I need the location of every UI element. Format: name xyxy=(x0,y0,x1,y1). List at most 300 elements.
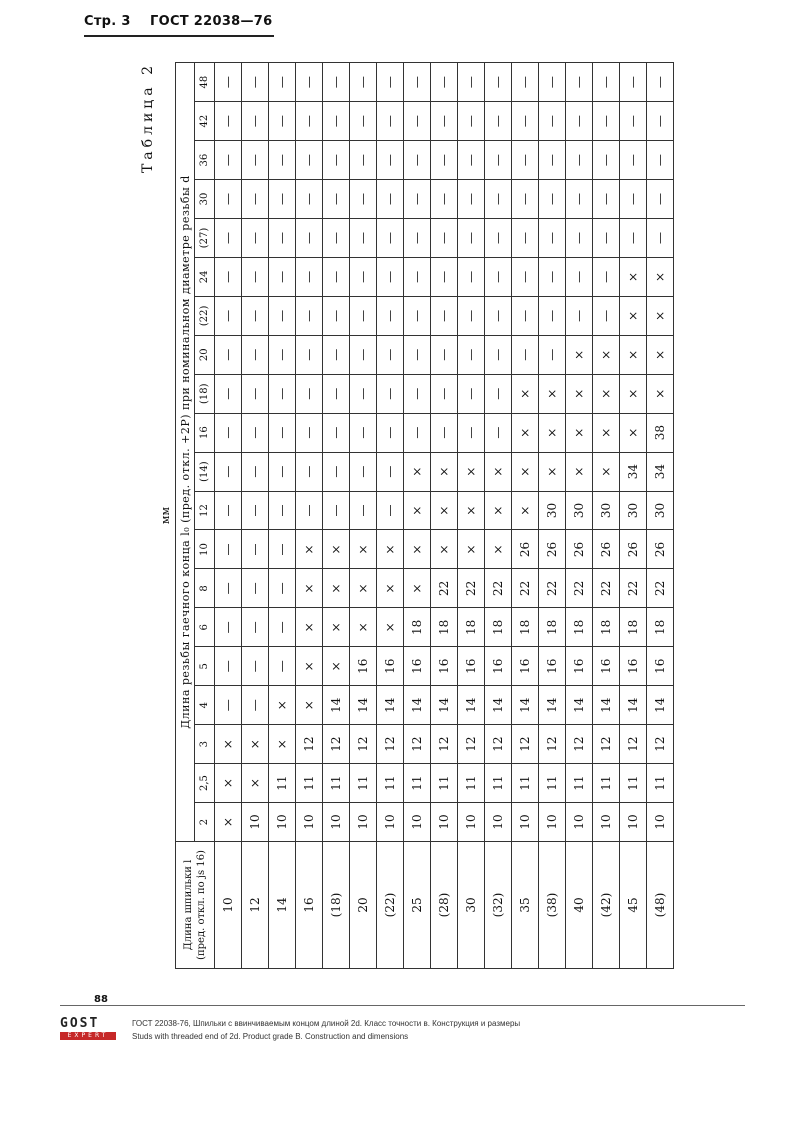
logo-bottom-text: EXPERT xyxy=(60,1032,116,1040)
excluded-cell: × xyxy=(323,608,350,647)
not-applicable-cell: — xyxy=(242,102,269,141)
excluded-cell: × xyxy=(296,569,323,608)
not-applicable-cell: — xyxy=(404,180,431,219)
not-applicable-cell: — xyxy=(242,219,269,258)
thread-length-cell: 10 xyxy=(269,803,296,842)
not-applicable-cell: — xyxy=(458,413,485,452)
diameter-header: 12 xyxy=(195,491,215,530)
stud-length-cell: (18) xyxy=(323,842,350,969)
not-applicable-cell: — xyxy=(242,647,269,686)
not-applicable-cell: — xyxy=(647,141,674,180)
thread-length-cell: 10 xyxy=(377,803,404,842)
excluded-cell: × xyxy=(350,608,377,647)
thread-length-cell: 30 xyxy=(647,491,674,530)
not-applicable-cell: — xyxy=(512,102,539,141)
thread-length-cell: 16 xyxy=(593,647,620,686)
not-applicable-cell: — xyxy=(377,413,404,452)
not-applicable-cell: — xyxy=(404,374,431,413)
thread-length-cell: 22 xyxy=(539,569,566,608)
thread-length-cell: 12 xyxy=(431,725,458,764)
not-applicable-cell: — xyxy=(323,141,350,180)
thread-length-cell: 26 xyxy=(512,530,539,569)
not-applicable-cell: — xyxy=(485,374,512,413)
not-applicable-cell: — xyxy=(593,257,620,296)
excluded-cell: × xyxy=(539,413,566,452)
not-applicable-cell: — xyxy=(377,452,404,491)
thread-length-cell: 16 xyxy=(431,647,458,686)
not-applicable-cell: — xyxy=(350,491,377,530)
not-applicable-cell: — xyxy=(269,569,296,608)
not-applicable-cell: — xyxy=(512,257,539,296)
excluded-cell: × xyxy=(377,530,404,569)
not-applicable-cell: — xyxy=(215,219,242,258)
thread-length-cell: 12 xyxy=(458,725,485,764)
table-row xyxy=(269,63,296,969)
diameter-header: (22) xyxy=(195,296,215,335)
stud-length-cell: (32) xyxy=(485,842,512,969)
not-applicable-cell: — xyxy=(242,335,269,374)
thread-length-cell: 22 xyxy=(512,569,539,608)
excluded-cell: × xyxy=(242,725,269,764)
thread-length-cell: 12 xyxy=(404,725,431,764)
table-row xyxy=(323,63,350,969)
thread-length-cell: 18 xyxy=(593,608,620,647)
footer-rule xyxy=(60,1005,745,1006)
not-applicable-cell: — xyxy=(215,647,242,686)
thread-length-cell: 11 xyxy=(323,764,350,803)
not-applicable-cell: — xyxy=(485,219,512,258)
not-applicable-cell: — xyxy=(323,219,350,258)
not-applicable-cell: — xyxy=(296,491,323,530)
not-applicable-cell: — xyxy=(620,219,647,258)
not-applicable-cell: — xyxy=(539,180,566,219)
thread-length-cell: 11 xyxy=(593,764,620,803)
excluded-cell: × xyxy=(593,374,620,413)
not-applicable-cell: — xyxy=(431,63,458,102)
excluded-cell: × xyxy=(458,491,485,530)
not-applicable-cell: — xyxy=(647,63,674,102)
thread-length-cell: 16 xyxy=(647,647,674,686)
thread-length-cell: 18 xyxy=(512,608,539,647)
excluded-cell: × xyxy=(566,413,593,452)
not-applicable-cell: — xyxy=(215,102,242,141)
diameter-header: (18) xyxy=(195,374,215,413)
not-applicable-cell: — xyxy=(512,180,539,219)
not-applicable-cell: — xyxy=(269,335,296,374)
diameter-header: 48 xyxy=(195,63,215,102)
stud-length-cell: 14 xyxy=(269,842,296,969)
not-applicable-cell: — xyxy=(566,180,593,219)
diameter-header: 30 xyxy=(195,180,215,219)
not-applicable-cell: — xyxy=(539,296,566,335)
thread-length-cell: 10 xyxy=(620,803,647,842)
thread-length-cell: 10 xyxy=(242,803,269,842)
thread-length-cell: 18 xyxy=(431,608,458,647)
thread-length-cell: 11 xyxy=(512,764,539,803)
thread-length-cell: 26 xyxy=(539,530,566,569)
not-applicable-cell: — xyxy=(323,296,350,335)
not-applicable-cell: — xyxy=(242,569,269,608)
diameter-header: 5 xyxy=(195,647,215,686)
not-applicable-cell: — xyxy=(404,102,431,141)
page-label: Стр. 3 xyxy=(84,14,131,29)
not-applicable-cell: — xyxy=(512,219,539,258)
excluded-cell: × xyxy=(350,569,377,608)
not-applicable-cell: — xyxy=(350,413,377,452)
stud-length-cell: (22) xyxy=(377,842,404,969)
not-applicable-cell: — xyxy=(215,686,242,725)
thread-length-cell: 11 xyxy=(350,764,377,803)
thread-length-cell: 14 xyxy=(350,686,377,725)
thread-length-cell: 11 xyxy=(620,764,647,803)
diameter-header: (27) xyxy=(195,219,215,258)
not-applicable-cell: — xyxy=(404,335,431,374)
not-applicable-cell: — xyxy=(404,219,431,258)
not-applicable-cell: — xyxy=(269,102,296,141)
not-applicable-cell: — xyxy=(539,141,566,180)
stud-length-cell: 25 xyxy=(404,842,431,969)
not-applicable-cell: — xyxy=(377,141,404,180)
excluded-cell: × xyxy=(620,413,647,452)
not-applicable-cell: — xyxy=(269,491,296,530)
thread-length-cell: 22 xyxy=(593,569,620,608)
not-applicable-cell: — xyxy=(350,374,377,413)
table-row xyxy=(647,63,674,969)
not-applicable-cell: — xyxy=(215,141,242,180)
not-applicable-cell: — xyxy=(242,296,269,335)
excluded-cell: × xyxy=(566,452,593,491)
not-applicable-cell: — xyxy=(296,452,323,491)
thread-length-cell: 10 xyxy=(404,803,431,842)
not-applicable-cell: — xyxy=(242,530,269,569)
thread-length-cell: 10 xyxy=(458,803,485,842)
not-applicable-cell: — xyxy=(323,257,350,296)
not-applicable-cell: — xyxy=(377,335,404,374)
not-applicable-cell: — xyxy=(269,296,296,335)
excluded-cell: × xyxy=(566,374,593,413)
thread-length-cell: 10 xyxy=(485,803,512,842)
not-applicable-cell: — xyxy=(593,296,620,335)
thread-length-cell: 14 xyxy=(485,686,512,725)
thread-length-cell: 30 xyxy=(566,491,593,530)
thread-length-cell: 12 xyxy=(512,725,539,764)
not-applicable-cell: — xyxy=(296,296,323,335)
not-applicable-cell: — xyxy=(566,141,593,180)
not-applicable-cell: — xyxy=(458,335,485,374)
excluded-cell: × xyxy=(404,530,431,569)
excluded-cell: × xyxy=(620,296,647,335)
thread-length-cell: 18 xyxy=(620,608,647,647)
thread-length-cell: 10 xyxy=(296,803,323,842)
not-applicable-cell: — xyxy=(350,219,377,258)
not-applicable-cell: — xyxy=(404,296,431,335)
not-applicable-cell: — xyxy=(350,257,377,296)
not-applicable-cell: — xyxy=(431,374,458,413)
excluded-cell: × xyxy=(647,335,674,374)
thread-length-cell: 18 xyxy=(566,608,593,647)
gost-expert-logo xyxy=(60,1017,116,1040)
not-applicable-cell: — xyxy=(215,413,242,452)
not-applicable-cell: — xyxy=(323,63,350,102)
thread-length-cell: 14 xyxy=(377,686,404,725)
not-applicable-cell: — xyxy=(242,686,269,725)
stud-length-cell: 35 xyxy=(512,842,539,969)
excluded-cell: × xyxy=(269,725,296,764)
not-applicable-cell: — xyxy=(269,63,296,102)
not-applicable-cell: — xyxy=(296,374,323,413)
excluded-cell: × xyxy=(485,530,512,569)
excluded-cell: × xyxy=(215,725,242,764)
not-applicable-cell: — xyxy=(458,141,485,180)
thread-length-cell: 11 xyxy=(458,764,485,803)
excluded-cell: × xyxy=(647,296,674,335)
excluded-cell: × xyxy=(593,413,620,452)
not-applicable-cell: — xyxy=(539,102,566,141)
excluded-cell: × xyxy=(620,335,647,374)
excluded-cell: × xyxy=(431,452,458,491)
not-applicable-cell: — xyxy=(431,257,458,296)
thread-length-cell: 18 xyxy=(647,608,674,647)
not-applicable-cell: — xyxy=(485,335,512,374)
excluded-cell: × xyxy=(296,686,323,725)
thread-length-cell: 12 xyxy=(350,725,377,764)
thread-length-cell: 11 xyxy=(269,764,296,803)
not-applicable-cell: — xyxy=(323,180,350,219)
excluded-cell: × xyxy=(296,647,323,686)
not-applicable-cell: — xyxy=(350,180,377,219)
diameter-header: 8 xyxy=(195,569,215,608)
thread-length-cell: 22 xyxy=(647,569,674,608)
not-applicable-cell: — xyxy=(404,63,431,102)
not-applicable-cell: — xyxy=(404,413,431,452)
not-applicable-cell: — xyxy=(458,374,485,413)
not-applicable-cell: — xyxy=(215,257,242,296)
diameter-header: 20 xyxy=(195,335,215,374)
not-applicable-cell: — xyxy=(566,257,593,296)
stud-length-cell: 40 xyxy=(566,842,593,969)
stud-length-cell: 30 xyxy=(458,842,485,969)
diameter-header: 24 xyxy=(195,257,215,296)
excluded-cell: × xyxy=(485,491,512,530)
thread-length-cell: 18 xyxy=(458,608,485,647)
not-applicable-cell: — xyxy=(539,335,566,374)
thread-length-cell: 22 xyxy=(485,569,512,608)
not-applicable-cell: — xyxy=(566,219,593,258)
stud-length-cell: 12 xyxy=(242,842,269,969)
not-applicable-cell: — xyxy=(647,219,674,258)
not-applicable-cell: — xyxy=(458,63,485,102)
not-applicable-cell: — xyxy=(512,335,539,374)
thread-length-cell: 11 xyxy=(404,764,431,803)
excluded-cell: × xyxy=(431,491,458,530)
thread-length-cell: 34 xyxy=(620,452,647,491)
excluded-cell: × xyxy=(377,569,404,608)
diameter-header: 42 xyxy=(195,102,215,141)
rotated-table-area xyxy=(130,62,704,969)
table-row xyxy=(242,63,269,969)
thread-length-cell: 14 xyxy=(323,686,350,725)
not-applicable-cell: — xyxy=(539,63,566,102)
excluded-cell: × xyxy=(242,764,269,803)
thread-length-cell: 34 xyxy=(647,452,674,491)
stud-length-cell: 45 xyxy=(620,842,647,969)
excluded-cell: × xyxy=(323,569,350,608)
table-row xyxy=(296,63,323,969)
table-row xyxy=(215,63,242,969)
length-column-header: Длина шпильки l (пред. откл. по js 16) xyxy=(176,842,215,969)
not-applicable-cell: — xyxy=(242,413,269,452)
thread-length-cell: 14 xyxy=(431,686,458,725)
not-applicable-cell: — xyxy=(215,569,242,608)
thread-length-cell: 11 xyxy=(485,764,512,803)
diameter-header: 2 xyxy=(195,803,215,842)
not-applicable-cell: — xyxy=(350,335,377,374)
stud-length-cell: 16 xyxy=(296,842,323,969)
thread-length-cell: 11 xyxy=(377,764,404,803)
excluded-cell: × xyxy=(593,335,620,374)
not-applicable-cell: — xyxy=(377,219,404,258)
diameter-header: 10 xyxy=(195,530,215,569)
thread-length-cell: 16 xyxy=(512,647,539,686)
not-applicable-cell: — xyxy=(566,63,593,102)
excluded-cell: × xyxy=(512,374,539,413)
not-applicable-cell: — xyxy=(377,296,404,335)
thread-length-cell: 12 xyxy=(323,725,350,764)
not-applicable-cell: — xyxy=(269,374,296,413)
thread-length-cell: 12 xyxy=(566,725,593,764)
thread-length-cell: 14 xyxy=(404,686,431,725)
not-applicable-cell: — xyxy=(620,102,647,141)
not-applicable-cell: — xyxy=(215,296,242,335)
thread-length-cell: 14 xyxy=(620,686,647,725)
not-applicable-cell: — xyxy=(242,180,269,219)
not-applicable-cell: — xyxy=(620,141,647,180)
not-applicable-cell: — xyxy=(269,647,296,686)
not-applicable-cell: — xyxy=(215,452,242,491)
not-applicable-cell: — xyxy=(404,141,431,180)
not-applicable-cell: — xyxy=(350,102,377,141)
not-applicable-cell: — xyxy=(485,257,512,296)
thread-length-cell: 38 xyxy=(647,413,674,452)
thread-length-cell: 10 xyxy=(593,803,620,842)
excluded-cell: × xyxy=(593,452,620,491)
not-applicable-cell: — xyxy=(269,257,296,296)
not-applicable-cell: — xyxy=(296,102,323,141)
excluded-cell: × xyxy=(647,374,674,413)
document-title: ГОСТ 22038-76, Шпильки с ввинчиваемым концом длиной 2d. Класс точности в. Конструкция и размеры xyxy=(132,1019,521,1028)
not-applicable-cell: — xyxy=(269,530,296,569)
excluded-cell: × xyxy=(512,413,539,452)
not-applicable-cell: — xyxy=(269,608,296,647)
not-applicable-cell: — xyxy=(512,296,539,335)
page-header xyxy=(84,14,273,29)
thread-length-cell: 26 xyxy=(566,530,593,569)
thread-length-cell: 16 xyxy=(620,647,647,686)
page-number: 88 xyxy=(94,994,108,1005)
not-applicable-cell: — xyxy=(485,413,512,452)
excluded-cell: × xyxy=(485,452,512,491)
thread-length-cell: 12 xyxy=(485,725,512,764)
not-applicable-cell: — xyxy=(620,63,647,102)
table-row xyxy=(593,63,620,969)
logo-top-text: GOST xyxy=(60,1016,100,1031)
not-applicable-cell: — xyxy=(485,63,512,102)
stud-length-cell: (28) xyxy=(431,842,458,969)
not-applicable-cell: — xyxy=(323,374,350,413)
thread-length-cell: 16 xyxy=(404,647,431,686)
thread-length-cell: 12 xyxy=(539,725,566,764)
excluded-cell: × xyxy=(539,452,566,491)
thread-length-cell: 26 xyxy=(593,530,620,569)
not-applicable-cell: — xyxy=(512,63,539,102)
thread-length-cell: 11 xyxy=(566,764,593,803)
not-applicable-cell: — xyxy=(377,374,404,413)
not-applicable-cell: — xyxy=(215,374,242,413)
table-row xyxy=(431,63,458,969)
not-applicable-cell: — xyxy=(593,219,620,258)
excluded-cell: × xyxy=(215,764,242,803)
thread-length-cell: 18 xyxy=(539,608,566,647)
not-applicable-cell: — xyxy=(296,219,323,258)
not-applicable-cell: — xyxy=(458,219,485,258)
diameter-header: 16 xyxy=(195,413,215,452)
excluded-cell: × xyxy=(296,608,323,647)
excluded-cell: × xyxy=(539,374,566,413)
thread-length-cell: 16 xyxy=(485,647,512,686)
excluded-cell: × xyxy=(269,686,296,725)
thread-length-cell: 10 xyxy=(512,803,539,842)
thread-length-cell: 22 xyxy=(566,569,593,608)
diameter-header: 36 xyxy=(195,141,215,180)
excluded-cell: × xyxy=(404,569,431,608)
not-applicable-cell: — xyxy=(296,63,323,102)
excluded-cell: × xyxy=(296,530,323,569)
not-applicable-cell: — xyxy=(215,608,242,647)
not-applicable-cell: — xyxy=(323,452,350,491)
thread-length-cell: 10 xyxy=(431,803,458,842)
not-applicable-cell: — xyxy=(647,102,674,141)
diameter-header: 6 xyxy=(195,608,215,647)
thread-length-cell: 22 xyxy=(431,569,458,608)
not-applicable-cell: — xyxy=(377,102,404,141)
diameter-header-row xyxy=(195,63,215,969)
thread-length-cell: 14 xyxy=(458,686,485,725)
units-label: мм xyxy=(159,506,172,525)
not-applicable-cell: — xyxy=(404,257,431,296)
table-row xyxy=(566,63,593,969)
not-applicable-cell: — xyxy=(620,180,647,219)
not-applicable-cell: — xyxy=(431,219,458,258)
not-applicable-cell: — xyxy=(377,180,404,219)
thread-length-cell: 16 xyxy=(377,647,404,686)
not-applicable-cell: — xyxy=(242,374,269,413)
not-applicable-cell: — xyxy=(323,413,350,452)
stud-length-cell: (48) xyxy=(647,842,674,969)
not-applicable-cell: — xyxy=(323,102,350,141)
document-title-english: Studs with threaded end of 2d. Product grade B. Construction and dimensions xyxy=(132,1032,409,1041)
table-row xyxy=(404,63,431,969)
diameter-header: 4 xyxy=(195,686,215,725)
excluded-cell: × xyxy=(620,257,647,296)
not-applicable-cell: — xyxy=(431,296,458,335)
table-row xyxy=(458,63,485,969)
not-applicable-cell: — xyxy=(296,180,323,219)
thread-length-cell: 16 xyxy=(458,647,485,686)
not-applicable-cell: — xyxy=(323,491,350,530)
not-applicable-cell: — xyxy=(296,413,323,452)
not-applicable-cell: — xyxy=(566,102,593,141)
thread-length-cell: 14 xyxy=(539,686,566,725)
